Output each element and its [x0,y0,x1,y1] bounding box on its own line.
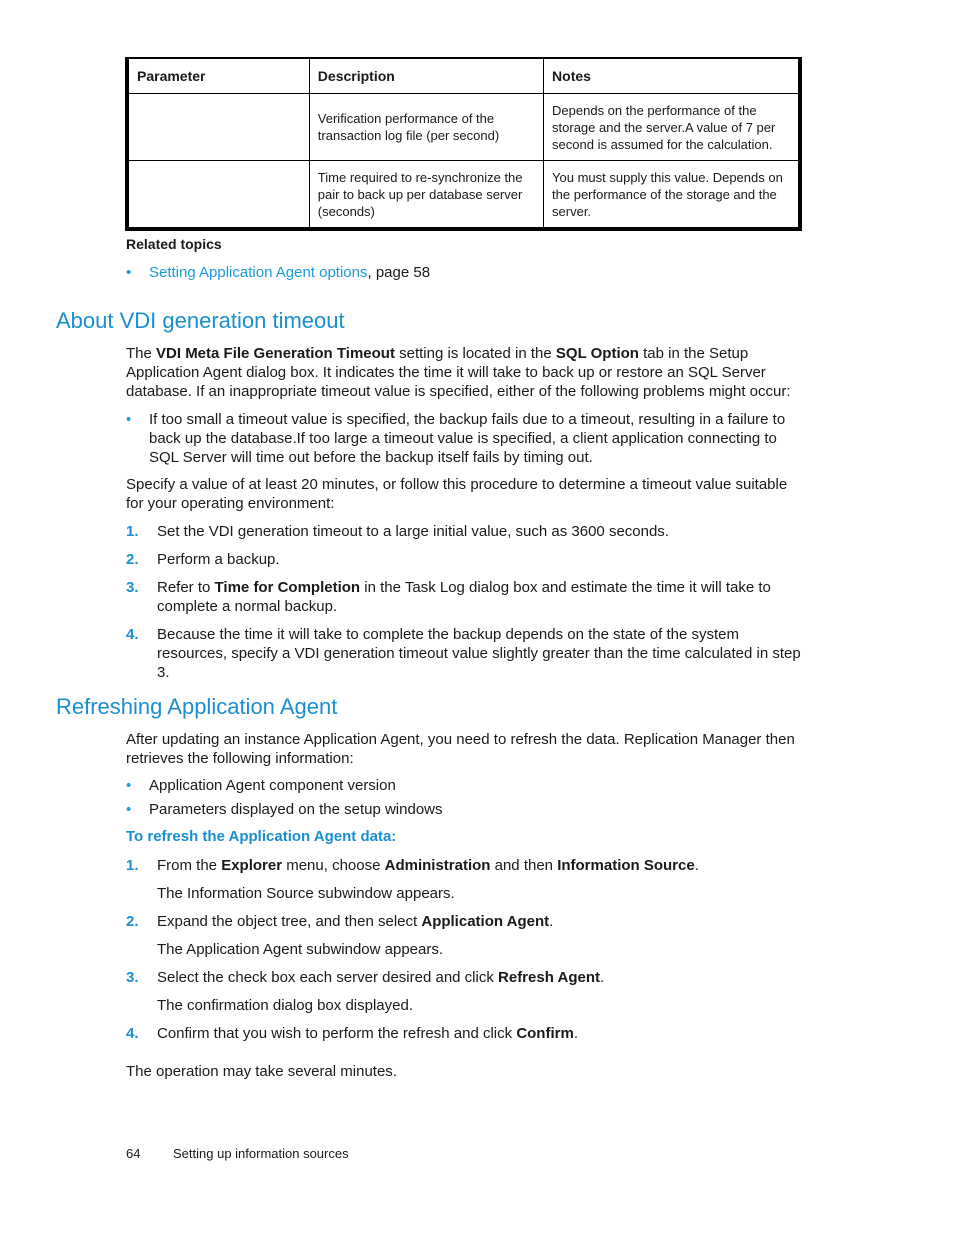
refresh-step-1-result: The Information Source subwindow appears. [157,885,455,902]
column-header-parameter: Parameter [127,58,309,94]
table-header-row [127,58,800,94]
vdi-intro-paragraph: The VDI Meta File Generation Timeout setting is located in the SQL Option tab in the Setup Application Agent dialog box. It indicates the time it will take to back up or restore an SQL Server database. If an inappropriate timeout value is specified, either of the following problems might occur: [126,345,791,400]
related-topic-page: , page 58 [367,264,431,281]
related-topics-title: Related topics [126,236,222,252]
vdi-paragraph-2: Specify a value of at least 20 minutes, or follow this procedure to determine a timeout value suitable for your operating environment: [126,476,788,512]
table-row [127,94,800,161]
refresh-step-2-result: The Application Agent subwindow appears. [157,941,444,958]
section-heading-refresh: Refreshing Application Agent [56,694,338,719]
related-topic-link[interactable]: Setting Application Agent options [149,264,368,281]
bullet-icon: • [126,777,132,794]
bullet-icon: • [126,801,132,818]
table-cell [127,94,309,161]
refresh-step-3-result: The confirmation dialog box displayed. [157,997,413,1014]
table-cell: Verification performance of the transaction log file (per second) [309,94,543,161]
page-number: 64 [126,1146,141,1161]
column-header-description: Description [309,58,543,94]
parameter-table [125,57,802,231]
table-cell: Depends on the performance of the storage and the server.A value of 7 per second is assumed for the calculation. [544,94,800,161]
bullet-icon: • [126,411,132,428]
section-heading-vdi: About VDI generation timeout [56,308,345,333]
table-cell: You must supply this value. Depends on the performance of the storage and the server. [544,161,800,230]
table-row [127,161,800,230]
table-cell: Time required to re-synchronize the pair to back up per database server (seconds) [309,161,543,230]
document-page: Parameter Description Notes Verification performance of the transaction log file (per second) Depends on the performance of the storage and the server.A value of 7 per second is assumed for the calculation. Time required to re-synchronize the pair to back up per database server (seconds) You must supply this value. Depends on the performance of the storage and the server. Related topics • Setting Application Agent options, page 58 About VDI generation timeout The VDI Meta File Generation Timeout setting is located in the SQL Option tab in the Setup Application Agent dialog box. It indicates the time it will take to back up or restore an SQL Server database. If an inappropriate timeout value is specified, either of the following problems might occur: • If too small a timeout value is specified, the backup fails due to a timeout, resulting in a failure to back up the database.If too large a timeout value is specified, a client application connecting to SQL Server will time out before the backup itself fails by timing out. Specify a value of at least 20 minutes, or follow this procedure to determine a timeout value suitable for your operating environment: 1. Set the VDI generation timeout to a large initial value, such as 3600 seconds. 2. Perform a backup. 3. Refer to Time for Completion in the Task Log dialog box and estimate the time it will take to complete a normal backup. 4. Because the time it will take to complete the backup depends on the state of the system resources, specify a VDI generation timeout value slightly greater than the time calculated in step 3. Refreshing Application Agent After updating an instance Application Agent, you need to refresh the data. Replication Manager then retrieves the following information: • Application Agent component version • Parameters displayed on the setup windows To refresh the Application Agent data: 1. From the Explorer menu, choose Administration and then Information Source. The Information Source subwindow appears. 2. Expand the object tree, and then select Application Agent. The Application Agent subwindow appears. 3. Select the check box each server desired and click Refresh Agent. The confirmation dialog box displayed. 4. Confirm that you wish to perform the refresh and click Confirm. The operation may take several minutes. 64 Setting up information sources [0,0,954,1235]
footer-section-title: Setting up information sources [173,1146,349,1161]
bullet-icon: • [126,264,132,281]
table-cell [127,161,309,230]
procedure-title: To refresh the Application Agent data: [126,828,397,845]
column-header-notes: Notes [544,58,800,94]
refresh-intro-paragraph: After updating an instance Application Agent, you need to refresh the data. Replication Manager then retrieves the following information: [126,731,795,767]
closing-paragraph: The operation may take several minutes. [126,1063,397,1080]
